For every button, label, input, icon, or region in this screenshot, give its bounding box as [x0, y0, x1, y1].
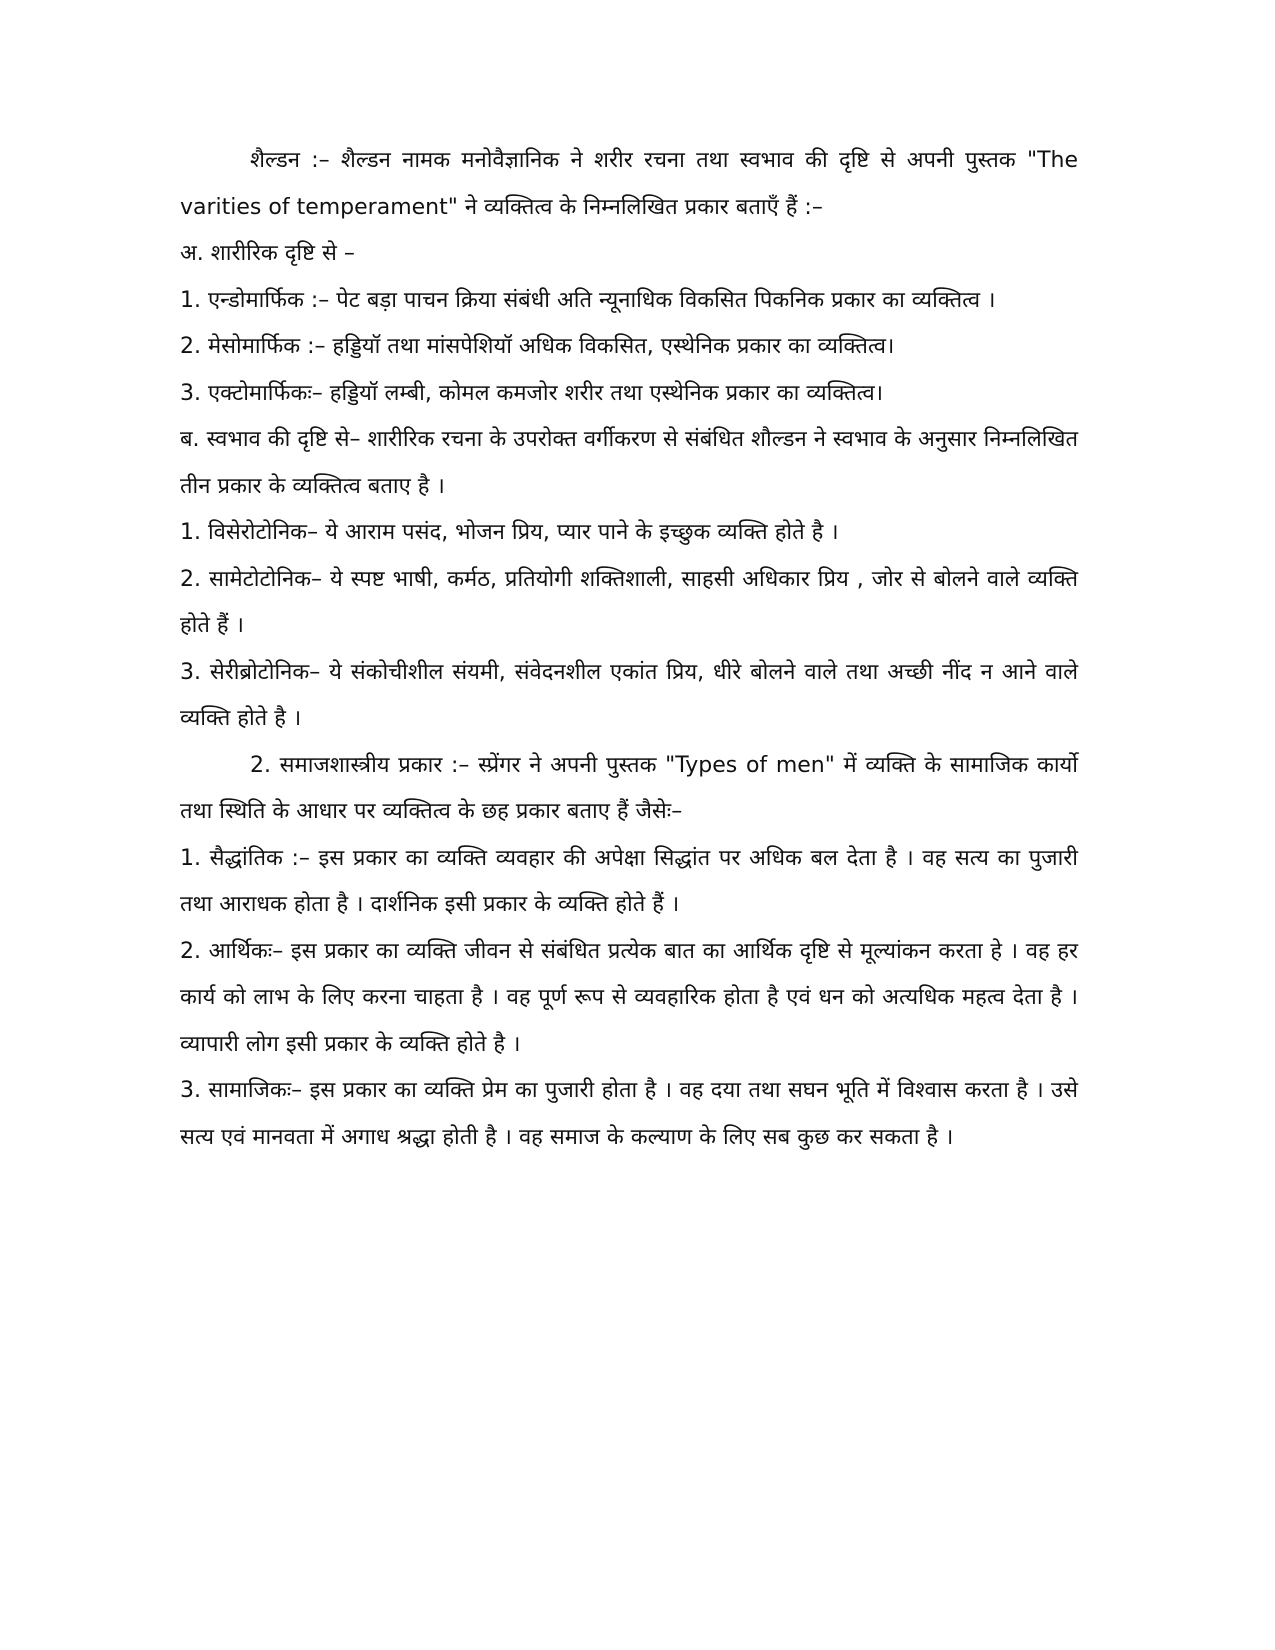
list-item-theoretical: 1. सैद्धांतिक :– इस प्रकार का व्यक्ति व्यवहार की अपेक्षा सिद्धांत पर अधिक बल देता है । वह सत्य का पुजारी तथा आराधक होता है । दार्शनिक इसी प्रकार के व्यक्ति होते हैं । [180, 845, 1078, 917]
list-item-economic: 2. आर्थिकः– इस प्रकार का व्यक्ति जीवन से संबंधित प्रत्येक बात का आर्थिक दृष्टि से मूल्यांकन करता हे । वह हर कार्य को लाभ के लिए करना चाहता है । वह पूर्ण रूप से व्यवहारिक होता है एवं धन को अत्यधिक महत्व देता है । व्यापारी लोग इसी प्रकार के व्यक्ति होते है । [180, 938, 1078, 1057]
list-item-somatotonic: 2. सामेटोटोनिक– ये स्पष्ट भाषी, कर्मठ, प्रतियोगी शक्तिशाली, साहसी अधिकार प्रिय , जोर से बोलने वाले व्यक्ति होते हैं । [180, 566, 1078, 638]
paragraph-sociological-types: 2. समाजशास्त्रीय प्रकार :– स्प्रेंगर ने अपनी पुस्तक "Types of men" में व्यक्ति के सामाजिक कार्यो तथा स्थिति के आधार पर व्यक्तित्व के छह प्रकार बताए हैं जैसेः– [180, 752, 1078, 824]
list-item-cerebrotonic: 3. सेरीब्रोटोनिक– ये संकोचीशील संयमी, संवेदनशील एकांत प्रिय, धीरे बोलने वाले तथा अच्छी नींद न आने वाले व्यक्ति होते है । [180, 659, 1078, 731]
list-item-social: 3. सामाजिकः– इस प्रकार का व्यक्ति प्रेम का पुजारी होता है । वह दया तथा सघन भूति में विश्वास करता है । उसे सत्य एवं मानवता में अगाध श्रद्धा होती है । वह समाज के कल्याण के लिए सब कुछ कर सकता है । [180, 1078, 1078, 1150]
list-item-endomorphic: 1. एन्डोमार्फिक :– पेट बड़ा पाचन क्रिया संबंधी अति न्यूनाधिक विकसित पिकनिक प्रकार का व्यक्तित्व । [180, 287, 996, 313]
list-item-ectomorphic: 3. एक्टोमार्फिकः– हड्डियॉ लम्बी, कोमल कमजोर शरीर तथा एस्थेनिक प्रकार का व्यक्तित्व। [180, 380, 884, 406]
paragraph-temperament-view: ब. स्वभाव की दृष्टि से– शारीरिक रचना के उपरोक्त वर्गीकरण से संबंधित शौल्डन ने स्वभाव के अनुसार निम्नलिखित तीन प्रकार के व्यक्तित्व बताए है । [180, 427, 1078, 499]
paragraph-sheldon-intro: शैल्डन :– शैल्डन नामक मनोवैज्ञानिक ने शरीर रचना तथा स्वभाव की दृष्टि से अपनी पुस्तक "The varities of temperament" ने व्यक्तित्व के निम्नलिखित प्रकार बताएँ हैं :– [180, 148, 1078, 220]
document-body [180, 138, 1078, 1161]
list-item-mesomorphic: 2. मेसोमार्फिक :– हड्डियॉ तथा मांसपेशियॉ अधिक विकसित, एस्थेनिक प्रकार का व्यक्तित्व। [180, 334, 895, 359]
heading-physical-view: अ. शारीरिक दृष्टि से – [180, 241, 355, 266]
list-item-viscerotonic: 1. विसेरोटोनिक– ये आराम पसंद, भोजन प्रिय, प्यार पाने के इच्छुक व्यक्ति होते है । [180, 520, 839, 545]
